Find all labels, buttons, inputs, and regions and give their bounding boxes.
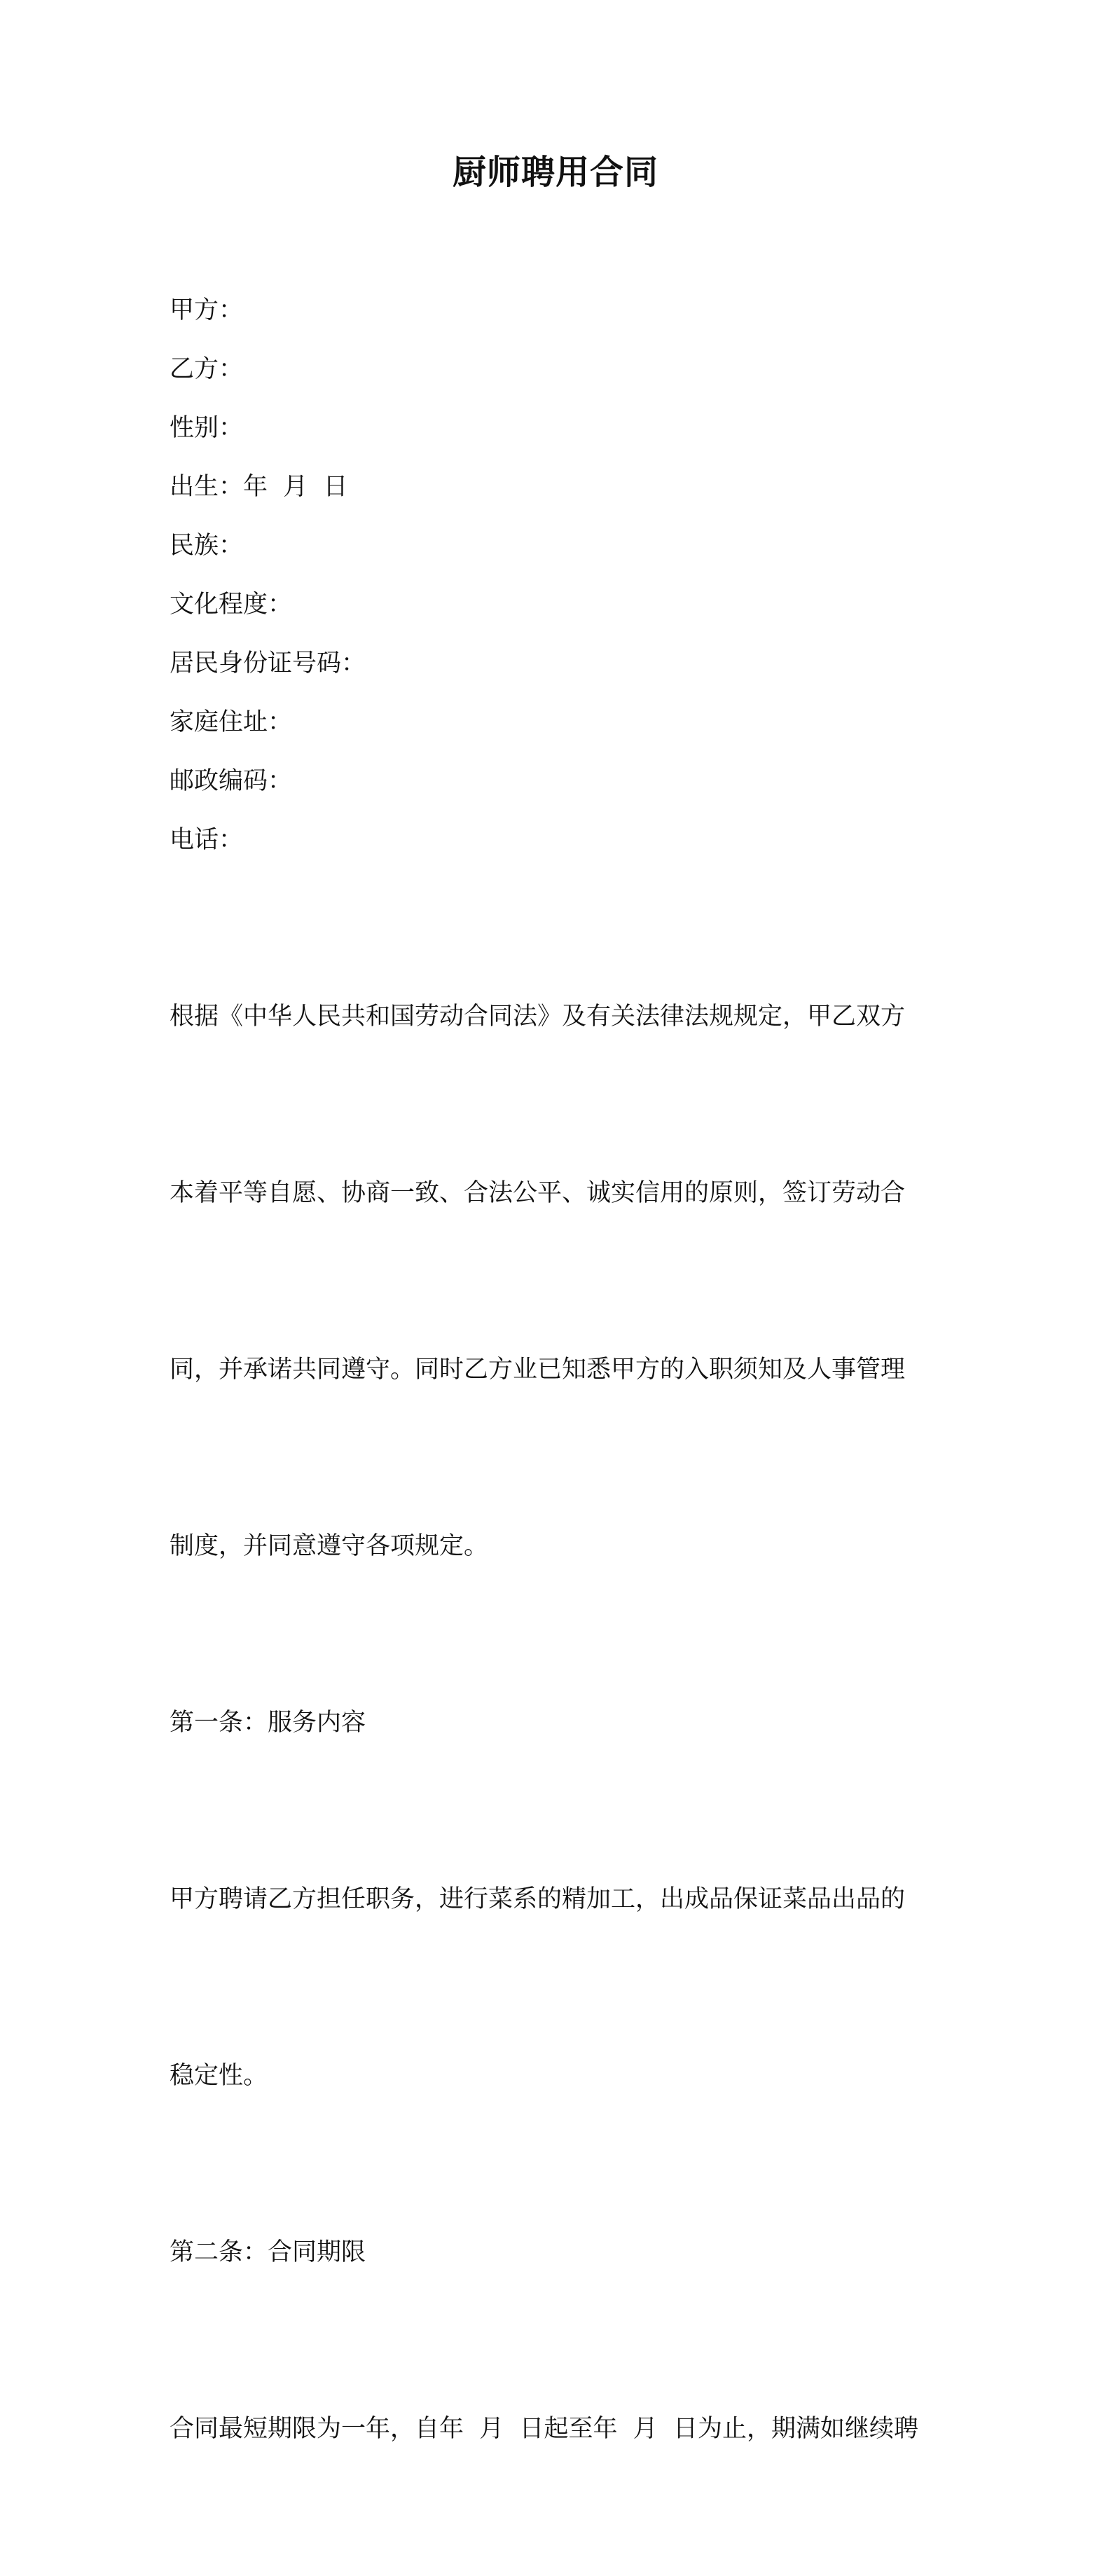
field-address: 家庭住址： (170, 708, 293, 736)
field-phone: 电话： (170, 826, 244, 854)
field-ethnicity: 民族： (170, 532, 244, 560)
article-2-line: 合同最短期限为一年，自年 月 日起至年 月 日为止，期满如继续聘 (170, 2415, 919, 2443)
article-1-line: 甲方聘请乙方担任职务，进行菜系的精加工，出成品保证菜品出品的 (170, 1885, 906, 1913)
field-education: 文化程度： (170, 591, 293, 619)
preamble-line: 根据《中华人民共和国劳动合同法》及有关法律法规规定，甲乙双方 (170, 1003, 906, 1031)
field-id-number: 居民身份证号码： (170, 649, 366, 677)
field-gender: 性别： (170, 414, 244, 442)
article-1-line: 稳定性。 (170, 2062, 268, 2090)
preamble-line: 本着平等自愿、协商一致、合法公平、诚实信用的原则，签订劳动合 (170, 1179, 906, 1207)
article-1-paragraph (170, 1752, 947, 2223)
preamble-line: 同，并承诺共同遵守。同时乙方业已知悉甲方的入职须知及人事管理 (170, 1356, 906, 1384)
article-1-heading: 第一条：服务内容 (170, 1709, 366, 1737)
field-party-a: 甲方： (170, 296, 244, 324)
field-party-b: 乙方： (170, 355, 244, 383)
document-body (170, 281, 947, 2576)
preamble-line: 制度，并同意遵守各项规定。 (170, 1532, 489, 1560)
document-title: 厨师聘用合同 (452, 153, 658, 192)
preamble-paragraph (170, 869, 947, 1693)
field-postal-code: 邮政编码： (170, 767, 293, 795)
field-birth: 出生：年 月 日 (170, 473, 348, 501)
article-2-paragraph (170, 2282, 947, 2576)
article-2-heading: 第二条：合同期限 (170, 2238, 366, 2266)
